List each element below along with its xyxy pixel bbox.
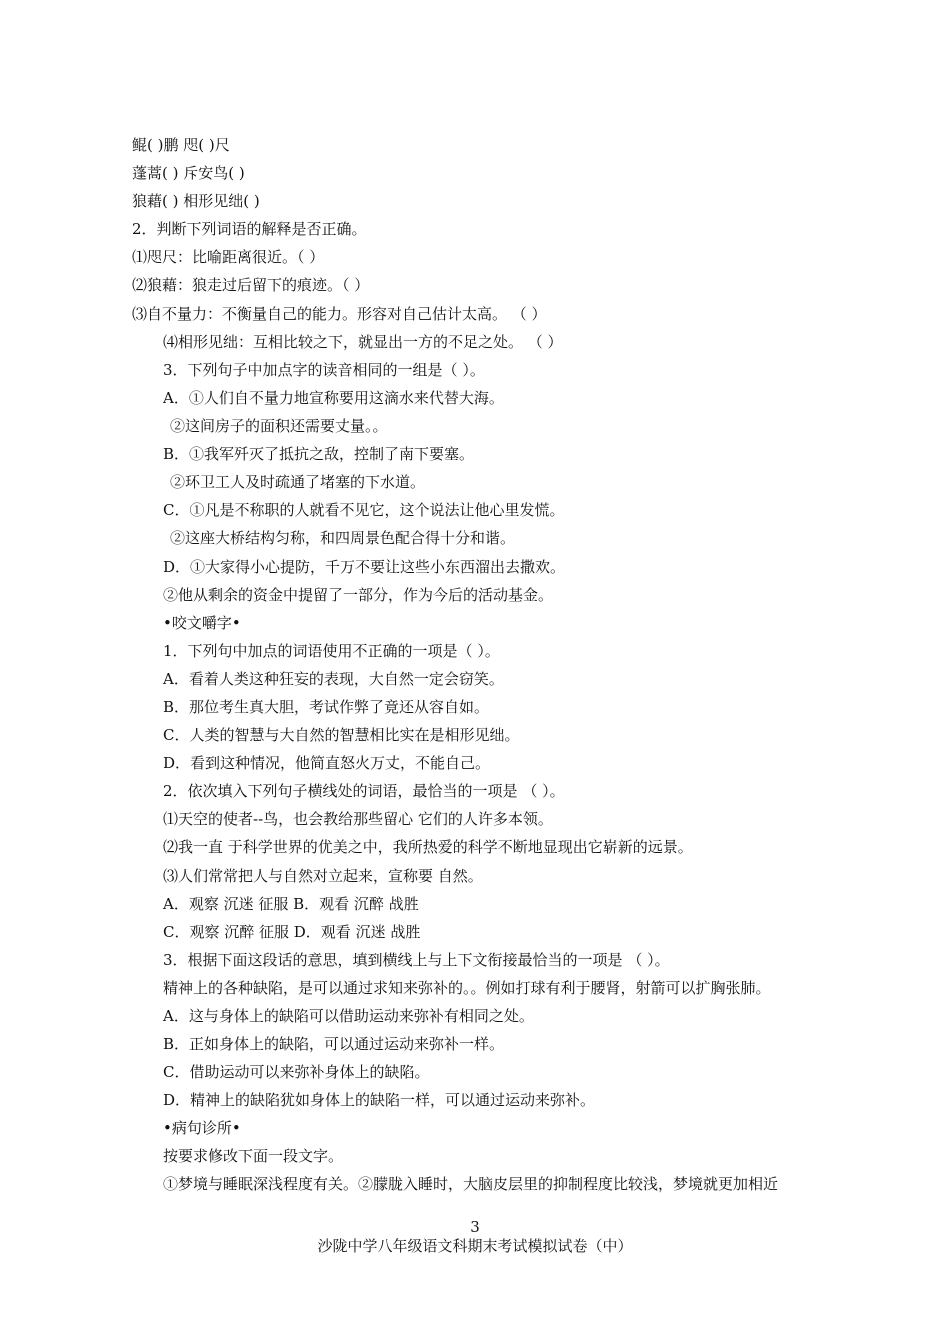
text-line: ②他从剩余的资金中提留了一部分，作为今后的活动基金。: [163, 586, 554, 604]
text-line: B．正如身体上的缺陷，可以通过运动来弥补一样。: [163, 1035, 505, 1053]
text-line: B．那位考生真大胆，考试作弊了竟还从容自如。: [163, 698, 490, 716]
text-line: •病句诊所•: [163, 1119, 241, 1137]
text-line: ②这座大桥结构匀称，和四周景色配合得十分和谐。: [170, 529, 516, 547]
text-line: 蓬蒿( ) 斥安鸟( ): [132, 164, 245, 182]
text-line: ⑴天空的使者--鸟，也会教给那些留心 它们的人许多本领。: [163, 810, 553, 828]
text-line: 2．依次填入下列句子横线处的词语，最恰当的一项是 （ ）。: [163, 782, 565, 800]
text-line: A．①人们自不量力地宣称要用这滴水来代替大海。: [163, 389, 504, 407]
text-line: 按要求修改下面一段文字。: [163, 1147, 344, 1165]
text-line: 3．根据下面这段话的意思，填到横线上与上下文衔接最恰当的一项是 （ ）。: [163, 951, 670, 969]
text-line: D．①大家得小心提防，千万不要让这些小东西溜出去撒欢。: [163, 558, 566, 576]
text-line: ⑶自不量力：不衡量自己的能力。形容对自己估计太高。 （ ）: [132, 305, 547, 323]
text-line: C．观察 沉醉 征服 D．观看 沉迷 战胜: [163, 923, 421, 941]
text-line: 3．下列句子中加点字的读音相同的一组是（ ）。: [163, 361, 485, 379]
text-line: ②环卫工人及时疏通了堵塞的下水道。: [170, 473, 426, 491]
text-line: C．人类的智慧与大自然的智慧相比实在是相形见绌。: [163, 726, 520, 744]
text-line: 鲲( )鹏 咫( )尺: [132, 136, 230, 154]
text-line: ⑵狼藉：狼走过后留下的痕迹。（ ）: [132, 276, 370, 294]
text-line: 精神上的各种缺陷，是可以通过求知来弥补的。。例如打球有利于腰肾，射箭可以扩胸张肺。: [163, 979, 771, 997]
text-line: A．看着人类这种狂妄的表现，大自然一定会窃笑。: [163, 670, 504, 688]
text-line: ⑶人们常常把人与自然对立起来，宣称要 自然。: [163, 867, 483, 885]
text-line: 1．下列句中加点的词语使用不正确的一项是（ ）。: [163, 642, 500, 660]
text-line: 2．判断下列词语的解释是否正确。: [132, 220, 367, 238]
text-line: •咬文嚼字•: [163, 614, 241, 632]
text-line: A．这与身体上的缺陷可以借助运动来弥补有相同之处。: [163, 1007, 534, 1025]
text-line: C．借助运动可以来弥补身体上的缺陷。: [163, 1063, 430, 1081]
text-line: ②这间房子的面积还需要丈量。。: [170, 417, 388, 435]
page-number: 3: [470, 1218, 480, 1236]
text-line: ⑷相形见绌：互相比较之下，就显出一方的不足之处。 （ ）: [163, 333, 563, 351]
text-line: ⑵我一直 于科学世界的优美之中，我所热爱的科学不断地显现出它崭新的远景。: [163, 838, 693, 856]
text-line: D．看到这种情况，他简直怒火万丈，不能自己。: [163, 754, 491, 772]
text-line: B．①我军歼灭了抵抗之敌，控制了南下要塞。: [163, 445, 475, 463]
footer-title: 沙陇中学八年级语文科期末考试模拟试卷（中）: [317, 1237, 633, 1255]
text-line: A．观察 沉迷 征服 B．观看 沉醉 战胜: [163, 895, 419, 913]
text-line: ⑴咫尺：比喻距离很近。（ ）: [132, 248, 325, 266]
text-line: D．精神上的缺陷犹如身体上的缺陷一样，可以通过运动来弥补。: [163, 1091, 596, 1109]
text-line: 狼藉( ) 相形见绌( ): [132, 192, 260, 210]
text-line: C．①凡是不称职的人就看不见它，这个说法让他心里发慌。: [163, 501, 565, 519]
text-line: ①梦境与睡眠深浅程度有关。②朦胧入睡时，大脑皮层里的抑制程度比较浅，梦境就更加相近: [163, 1175, 779, 1193]
